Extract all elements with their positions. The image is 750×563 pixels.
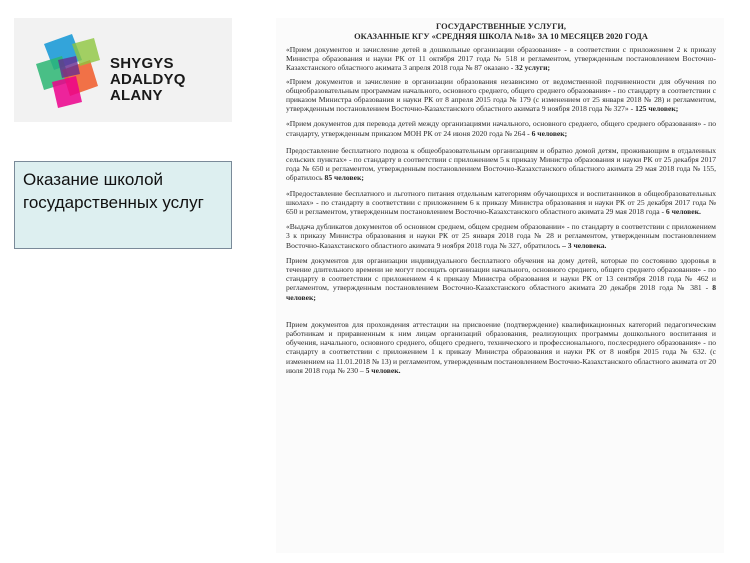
paragraph-count: 125 человек;: [635, 104, 679, 114]
paragraph-text: Прием документов для прохождения аттестации на присвоение (подтверждение) квалификационных категорий педагогическим работникам и приравненным к ним лицам организаций образования, реализующих программы дошкольного воспитания и обучения, начального, основного среднего, общего среднего, технического и профессионального, послесреднего образования» - по стандарту в соответствии с приложением 1 к приказу Министра образования и науки РК от 8 ноября 2015 года № 632. (с изменением на 11.01.2018 № 13) и регламентом, утвержденным постановлением Восточно-Казахстанского областного акимата от 20 июля 2018 года № 230 –: [286, 319, 717, 375]
paragraph-count: 5 человек.: [365, 365, 401, 375]
document-paragraph: [286, 146, 716, 183]
paragraph-count: – 3 человека.: [562, 240, 607, 250]
document-heading: [286, 22, 716, 42]
paragraph-count: 6 человек.: [665, 207, 701, 217]
paragraph-text: «Прием документов и зачисление в организации образования независимо от ведомственной подчиненности для обучения по общеобразовательным программам начального, основного среднего, общего среднего образования» - по стандарту в соответствии с приказом Министра образования и науки РК от 8 апреля 2015 года № 179 (с изменением от 25 января 2018 № 28) и регламентом, утвержденным постановлением Восточно-Казахстанского областного акимата 9 ноября 2018 года № 327» -: [286, 76, 716, 114]
paragraph-count: 6 человек;: [531, 128, 568, 138]
document-paragraph: [286, 256, 716, 302]
paragraph-count: 32 услуги;: [515, 63, 551, 73]
document-heading-line1: ГОСУДАРСТВЕННЫЕ УСЛУГИ,: [435, 22, 567, 31]
document-paragraph: [286, 222, 716, 250]
logo-text-line2: ADALDYQ ALANY: [110, 71, 186, 104]
paragraph-count: 8 человек;: [286, 283, 716, 302]
document-paragraph: [286, 77, 716, 114]
paragraph-text: «Прием документов для перевода детей между организациями начального, основного среднего, общего среднего образования» - по стандарту, утвержденным приказом МОН РК от 24 июня 2020 года № 264 -: [286, 119, 716, 138]
logo: [14, 18, 232, 122]
paragraph-text: «Предоставление бесплатного и льготного питания отдельным категориям обучающихся и воспитанников в общеобразовательных школах» - по стандарту в соответствии с приложением 6 к приказу Министра образования и науки РК от 25 декабря 2017 года № 650 и регламентом, утвержденным постановлением Восточно-Казахстанского областного акимата 29 мая 2018 года -: [286, 188, 716, 217]
paragraph-text: Прием документов для организации индивидуального бесплатного обучения на дому детей, которые по состоянию здоровья в течение длительного времени не могут посещать организации начального, основного среднего, общего среднего образования» - по стандарту в соответствии с приложением 4 к приказу Министра образования и науки РК от 13 сентября 2018 года № 462 и регламентом, утвержденным постановлением Восточно-Казахстанского областного акимата 20 декабря 2018 года № 381 -: [286, 255, 716, 293]
paragraph-text: Предоставление бесплатного подвоза к общеобразовательным организациям и обратно домой детям, проживающим в отдаленных сельских пунктах» - по стандарту в соответствии с приложением 5 к приказу Министра образования и науки РК от 25 декабря 2017 года № 650 и регламентом, утвержденным постановлением Восточно-Казахстанского областного акимата 29 мая 2018 года № 155, обратилось: [286, 145, 716, 183]
logo-mark-icon: [32, 30, 102, 110]
slide-title-box: [14, 161, 232, 249]
document-paragraph: [286, 320, 716, 375]
document-paragraph: [286, 119, 716, 137]
paragraph-text: «Выдача дубликатов документов об основном среднем, общем среднем образовании» - по стандарту в соответствии с приложением 3 к приказу Министра образования и науки РК от 25 января 2018 года № 28 и регламентом, утвержденным постановлением Восточно-Казахстанского областного акимата 9 ноября 2018 года № 327, обратилось: [286, 222, 716, 250]
logo-text-line1: SHYGYS: [110, 55, 174, 72]
slide-title: Оказание школой государственных услуг: [23, 170, 204, 212]
document-paragraph: [286, 45, 716, 73]
paragraph-text: «Прием документов и зачисление детей в дошкольные организации образования» - в соответствии с приложением 2 к приказу Министра образования и науки РК от 11 октября 2017 года № 518 и регламентом, утвержденным постановлением Восточно-Казахстанского областного акимата 3 апреля 2018 года № 87 оказано -: [286, 45, 716, 73]
scanned-document: [276, 18, 724, 553]
document-paragraph: [286, 189, 716, 217]
document-heading-line2: ОКАЗАННЫЕ КГУ «СРЕДНЯЯ ШКОЛА №18» ЗА 10 МЕСЯЦЕВ 2020 ГОДА: [354, 32, 648, 41]
paragraph-count: 85 человек;: [324, 173, 364, 183]
document-body: [286, 45, 716, 375]
